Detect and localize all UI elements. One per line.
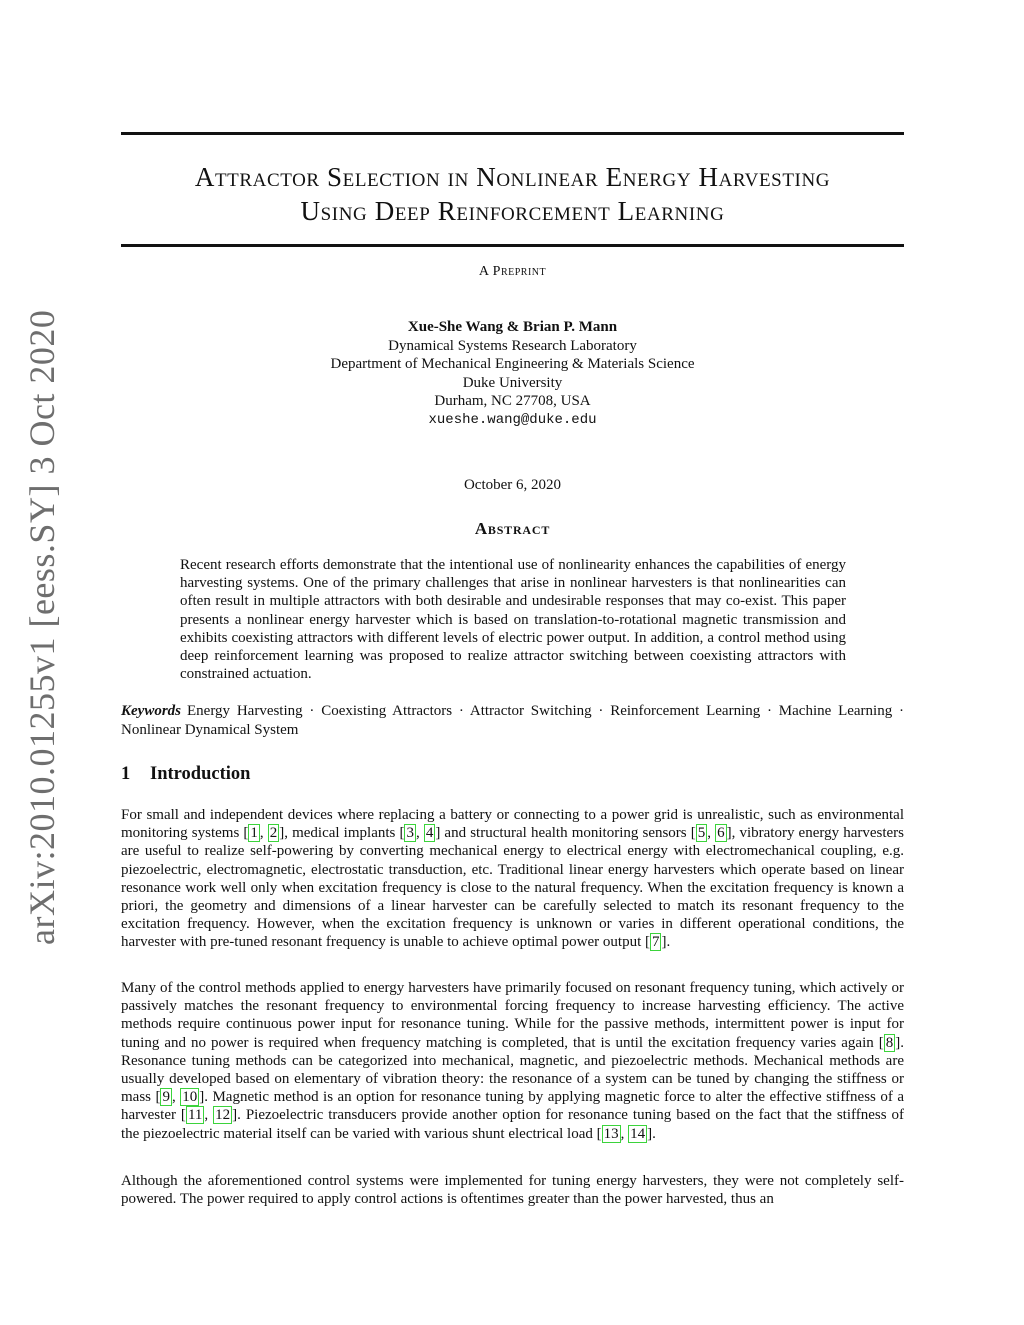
citation-link[interactable]: 5	[697, 825, 706, 842]
citation-link[interactable]: 11	[187, 1107, 203, 1124]
paragraph-text: ]. Piezoelectric transducers provide another option for resonance tuning based on the fact that the stiffness of the piezoelectric material itself can be varied with various shunt electrical load [	[121, 1107, 905, 1142]
intro-paragraph-2: Many of the control methods applied to energy harvesters have primarily focused on resonant frequency tuning, which actively or passively matches the resonant frequency to environmental forcing frequency to increase harvesting efficiency. The active methods require continuous power input for resonance tuning. While for the passive methods, intermittent power is input for tuning and no power is required when frequency matching is completed, that is until the excitation frequency varies again [ 8 ]. Resonance tuning methods can be categorized into mechanical, magnetic, and piezoelectric methods. Mechanical methods are usually developed based on elementary of vibration theory: the resonance of a system can be tuned by changing the stiffness or mass [ 9 , 10 ]. Magnetic method is an option for resonance tuning by applying magnetic force to alter the effective stiffness of a harvester [ 11 , 12 ]. Piezoelectric transducers provide another option for resonance tuning based on the fact that the stiffness of the piezoelectric material itself can be varied with various shunt electrical load [ 13 , 14 ].	[121, 980, 905, 1142]
paragraph-text: ]. Resonance tuning methods can be categorized into mechanical, magnetic, and piezoelectric methods. Mechanical methods are usually developed based on elementary of vibration theory: the resonance of a system can be tuned by changing the stiffness or mass [	[121, 1034, 904, 1106]
author-affiliation-department: Department of Mechanical Engineering & Materials Science	[330, 356, 695, 372]
intro-paragraph-1: For small and independent devices where replacing a battery or connecting to a power grid is unrealistic, such as environmental monitoring systems [ 1 , 2 ], medical implants [ 3 , 4 ] and structural health monitoring sensors [ 5 , 6 ], vibratory energy harvesters are useful to realize self-powering by converting mechanical energy to electrical energy with electromechanical coupling, e.g. piezoelectric, electromagnetic, electrostatic transduction, etc. Traditional linear energy harvesters which operate based on linear resonance work well only when excitation frequency is close to the natural frequency. When the excitation frequency is known a priori, the geometry and dimensions of a linear harvester can be carefully selected to match its resonant frequency to the excitation frequency. However, when the excitation frequency is unknown or varies in different operational conditions, the harvester with pre-tuned resonant frequency is unable to achieve optimal power output [ 7 ].	[121, 807, 905, 951]
paper-title	[121, 160, 904, 228]
section-heading-introduction	[121, 764, 250, 785]
arxiv-identifier-stamp: arXiv:2010.01255v1 [eess.SY] 3 Oct 2020	[22, 309, 62, 945]
preprint-label: A Preprint	[478, 264, 547, 279]
section-title: Introduction	[150, 764, 251, 784]
citation-link[interactable]: 6	[717, 825, 725, 842]
paragraph-text: ], vibratory energy harvesters are useful to realize self-powering by converting mechanical energy to electrical energy with electromechanical coupling, e.g. piezoelectric, electromagnetic, electrostatic transduction, etc. Traditional linear energy harvesters which operate based on linear resonance work well only when excitation frequency is close to the natural frequency. When the excitation frequency is known a priori, the geometry and dimensions of a linear harvester can be carefully selected to match its resonant frequency to the excitation frequency. However, when the excitation frequency is unknown or varies in different operational conditions, the harvester with pre-tuned resonant frequency is unable to achieve optimal power output [	[121, 825, 905, 951]
paragraph-text: Many of the control methods applied to energy harvesters have primarily focused on resonant frequency tuning, which actively or passively matches the resonant frequency to environmental forcing frequency to increase harvesting efficiency. The active methods require continuous power input for resonance tuning. While for the passive methods, intermittent power is input for tuning and no power is required when frequency matching is completed, that is until the excitation frequency varies again [	[121, 980, 904, 1051]
author-affiliation-university: Duke University	[462, 374, 563, 391]
paragraph-text: ]. Magnetic method is an option for resonance tuning by applying magnetic force to alter the effective stiffness of a harvester [	[121, 1089, 904, 1124]
paper-title-line-2: Using Deep Reinforcement Learning	[300, 196, 725, 226]
keywords-line	[121, 702, 904, 739]
abstract-heading: Abstract	[474, 519, 551, 538]
abstract-text: Recent research efforts demonstrate that the intentional use of nonlinearity enhances the capabilities of energy harvesting systems. One of the primary challenges that arise in nonlinear harvesters is that nonlinearities can often result in multiple attractors with both desirable and undesirable responses that may co-exist. This paper presents a nonlinear energy harvester which is based on translation-to-rotational magnetic transmission and exhibits coexisting attractors with different levels of electric power output. In addition, a control method using deep reinforcement learning was proposed to realize attractor switching between coexisting attractors with constrained actuation.	[180, 557, 846, 683]
intro-paragraph-3: Although the aforementioned control systems were implemented for tuning energy harvesters, they were not completely self-powered. The power required to apply control actions is oftentimes greater than the power harvested, thus an	[121, 1173, 904, 1208]
author-affiliation-lab: Dynamical Systems Research Laboratory	[388, 337, 637, 354]
citation-link[interactable]: 12	[215, 1107, 231, 1124]
keywords-text: Energy Harvesting · Coexisting Attractors · Attractor Switching · Reinforcement Learning · Machine Learning · Nonlinear Dynamical System	[121, 703, 904, 738]
citation-link[interactable]: 3	[406, 825, 414, 842]
paragraph-text: For small and independent devices where replacing a battery or connecting to a power grid is unrealistic, such as environmental monitoring systems [	[121, 807, 904, 842]
citation-link[interactable]: 10	[182, 1089, 198, 1106]
citation-link[interactable]: 2	[269, 825, 278, 842]
section-number: 1	[121, 764, 131, 784]
paper-date: October 6, 2020	[463, 477, 562, 493]
citation-link[interactable]: 1	[250, 825, 258, 842]
keywords-label: Keywords	[121, 703, 181, 719]
title-bottom-rule	[121, 244, 904, 247]
citation-link[interactable]: 14	[630, 1125, 646, 1142]
author-names: Xue-She Wang & Brian P. Mann	[407, 319, 618, 335]
citation-link[interactable]: 8	[885, 1034, 894, 1051]
paper-title-line-1: Attractor Selection in Nonlinear Energy Harvesting	[194, 162, 831, 192]
citation-link[interactable]: 13	[603, 1125, 619, 1142]
author-affiliation-address: Durham, NC 27708, USA	[434, 393, 591, 409]
paragraph-text: ] and structural health monitoring sensors [	[435, 825, 696, 842]
author-block	[121, 318, 904, 429]
citation-link[interactable]: 4	[425, 825, 434, 842]
citation-link[interactable]: 7	[651, 934, 660, 951]
author-email: xueshe.wang@duke.edu	[428, 411, 597, 428]
title-top-rule	[121, 132, 904, 135]
citation-link[interactable]: 9	[162, 1089, 170, 1106]
paragraph-text: ], medical implants [	[279, 825, 405, 842]
